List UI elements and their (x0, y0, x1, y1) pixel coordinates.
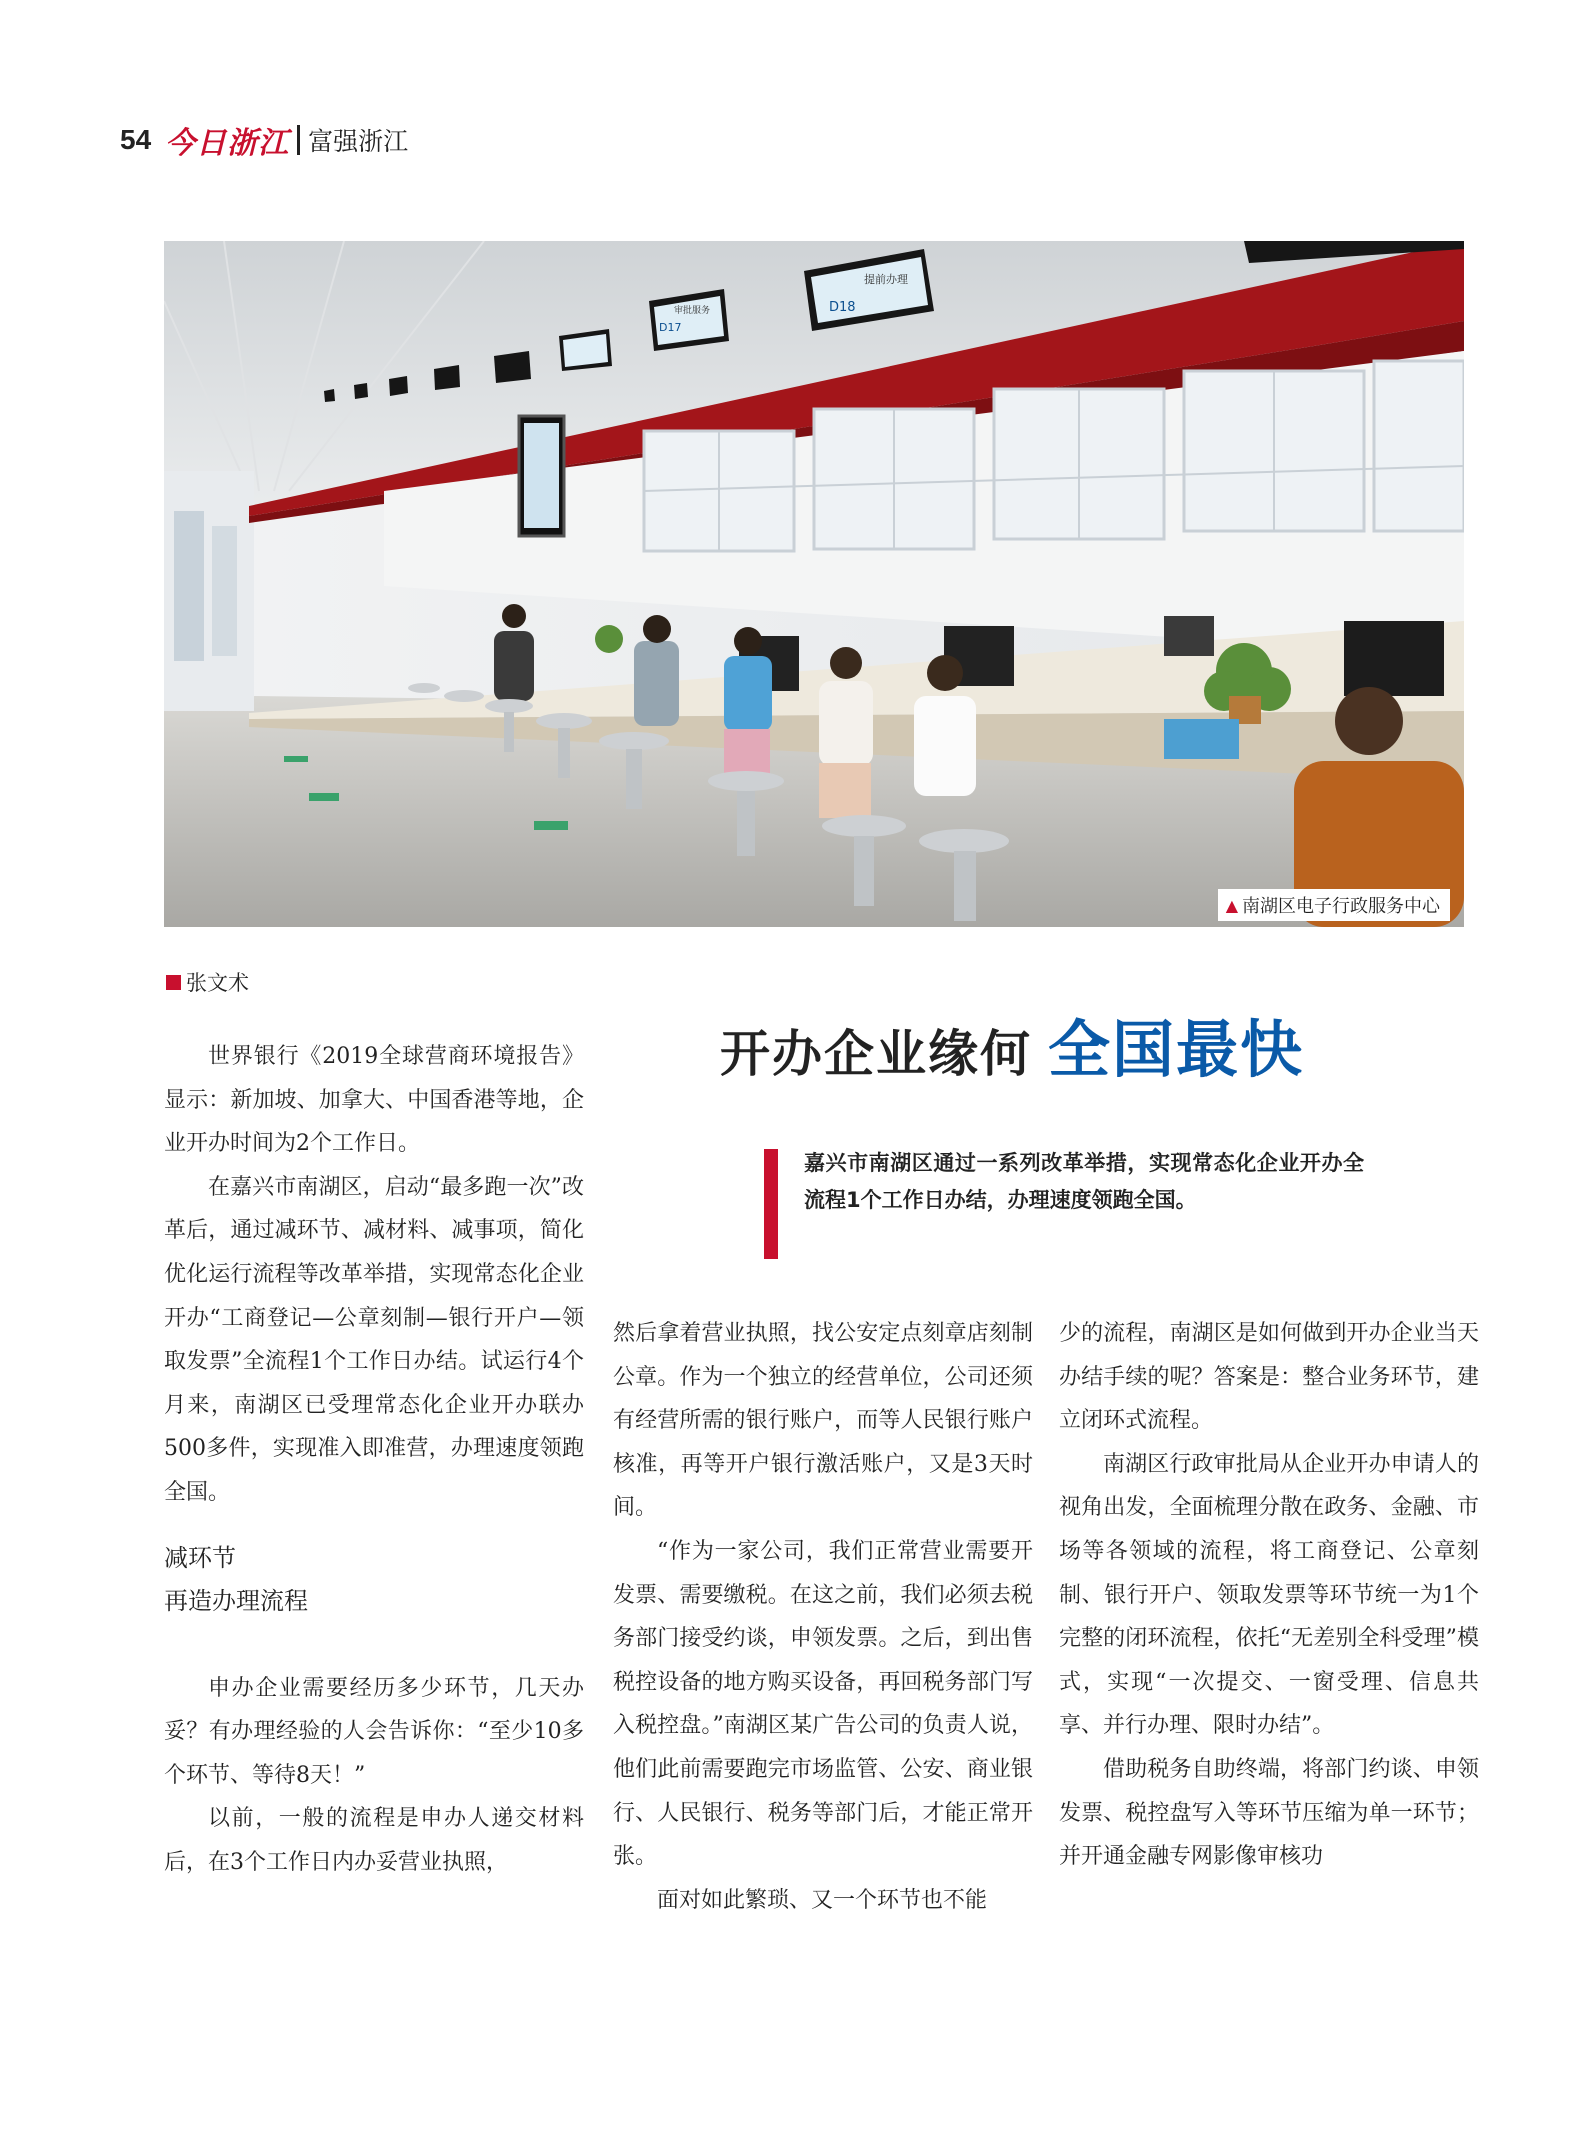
paragraph: 借助税务自助终端，将部门约谈、申领发票、税控盘写入等环节压缩为单一环节；并开通金融专网影像审核功 (1059, 1756, 1479, 1870)
paragraph: “作为一家公司，我们正常营业需要开发票、需要缴税。在这之前，我们必须去税务部门接受约谈，申领发票。之后，到出售税控设备的地方购买设备，再回税务部门写入税控盘。”南湖区某广告公司的负责人说，他们此前需要跑完市场监管、公安、商业银行、人民银行、税务等部门后，才能正常开张。 (613, 1538, 1033, 1870)
paragraph-continued: 少的流程，南湖区是如何做到开办企业当天办结手续的呢？答案是：整合业务环节，建立闭环式流程。 (1059, 1321, 1479, 1434)
photo-illustration (164, 241, 1464, 927)
body-column-3 (1059, 1312, 1479, 1879)
photo-caption (1218, 889, 1450, 921)
subheading (164, 1537, 584, 1623)
body-column-2 (613, 1312, 1033, 1922)
paragraph: 面对如此繁琐、又一个环节也不能 (657, 1887, 988, 1913)
body-column-1 (164, 1035, 584, 1885)
caption-marker-icon: ▲ (1225, 895, 1238, 915)
paragraph: 南湖区行政审批局从企业开办申请人的视角出发，全面梳理分散在政务、金融、市场等各领域的流程，将工商登记、公章刻制、银行开户、领取发票等环节统一为1个完整的闭环流程，依托“无差别全科受理”模式，实现“一次提交、一窗受理、信息共享、并行办理、限时办结”。 (1059, 1451, 1479, 1739)
paragraph: 在嘉兴市南湖区，启动“最多跑一次”改革后，通过减环节、减材料、减事项，简化优化运行流程等改革举措，实现常态化企业开办“工商登记—公章刻制—银行开户—领取发票”全流程1个工作日办结。试运行4个月来，南湖区已受理常态化企业开办联办500多件，实现准入即准营，办理速度领跑全国。 (164, 1174, 584, 1505)
window-label-d17: D17 (659, 321, 682, 334)
section-name: 富强浙江 (308, 127, 409, 156)
header-divider (297, 125, 300, 155)
subheading-line-2: 再造办理流程 (164, 1586, 308, 1615)
article-title (720, 1000, 1304, 1089)
magazine-logo: 今日浙江 (165, 126, 290, 161)
running-header (120, 118, 408, 162)
screen-text-2: 审批服务 (674, 306, 711, 316)
title-accent: 全国最快 (1048, 1013, 1305, 1086)
window-label-d18: D18 (829, 300, 856, 315)
paragraph: 申办企业需要经历多少环节，几天办妥？有办理经验的人会告诉你：“至少10多个环节、等待8天！” (164, 1675, 584, 1788)
article-lede (764, 1145, 1364, 1219)
paragraph: 以前，一般的流程是申办人递交材料后，在3个工作日内办妥营业执照， (164, 1806, 584, 1875)
author-byline (166, 967, 249, 997)
title-main: 开办企业缘何 (720, 1024, 1032, 1083)
author-square-icon (166, 975, 181, 990)
page-number: 54 (120, 124, 152, 155)
paragraph: 世界银行《2019全球营商环境报告》显示：新加坡、加拿大、中国香港等地，企业开办时间为2个工作日。 (164, 1044, 584, 1157)
lede-text: 嘉兴市南湖区通过一系列改革举措，实现常态化企业开办全流程1个工作日办结，办理速度领跑全国。 (804, 1151, 1364, 1212)
lede-bar (764, 1149, 778, 1259)
screen-text-1: 提前办理 (864, 273, 908, 286)
caption-text: 南湖区电子行政服务中心 (1242, 896, 1440, 917)
subheading-line-1: 减环节 (164, 1543, 236, 1572)
paragraph-continued: 然后拿着营业执照，找公安定点刻章店刻制公章。作为一个独立的经营单位，公司还须有经营所需的银行账户，而等人民银行账户核准，再等开户银行激活账户，又是3天时间。 (613, 1321, 1033, 1521)
author-name: 张文术 (186, 971, 249, 995)
service-hall-photo (164, 241, 1464, 927)
